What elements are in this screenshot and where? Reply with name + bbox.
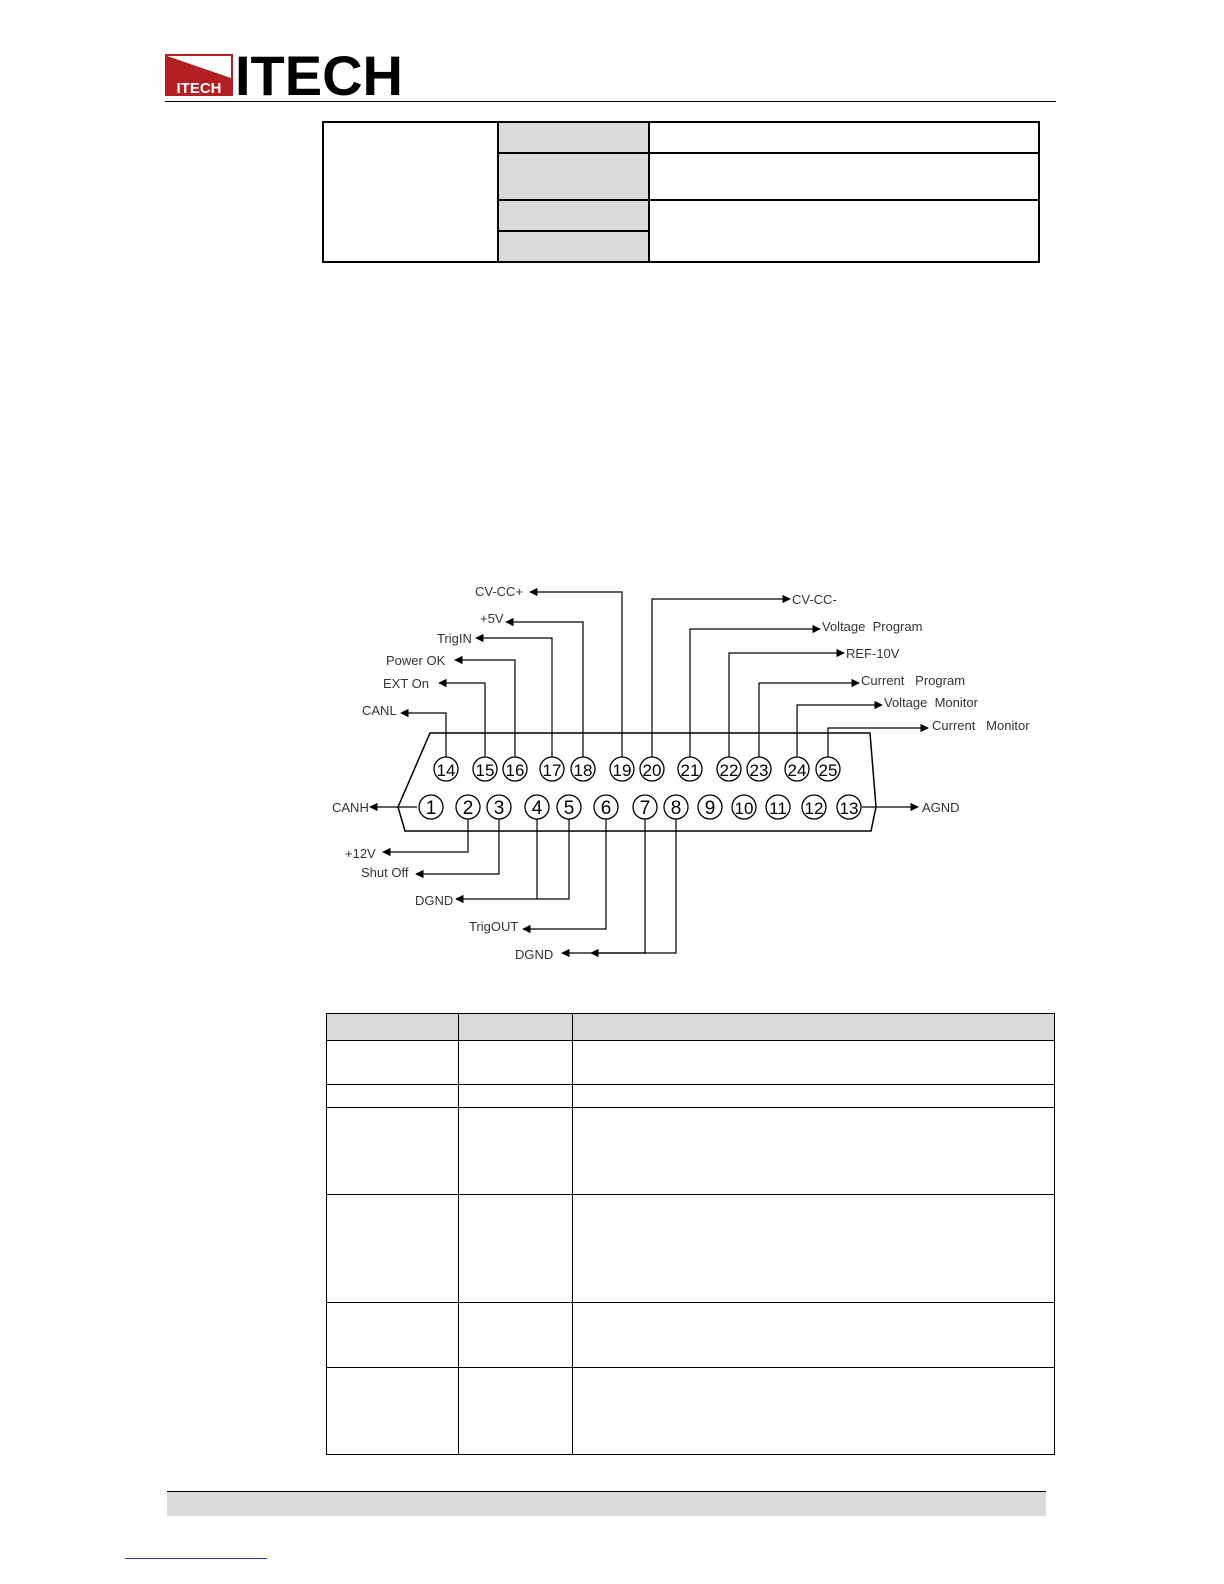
table-cell: [498, 122, 649, 153]
label-cv-cc-plus: CV-CC+: [475, 584, 524, 599]
lead-pin-3: [416, 819, 499, 874]
label-canh: CANH: [332, 800, 369, 815]
table-cell: [459, 1085, 573, 1108]
label-current-monitor: Current Monitor: [932, 718, 1030, 733]
pin-number-11: 11: [769, 799, 787, 818]
label-power-ok: Power OK: [386, 653, 446, 668]
pin-number-6: 6: [600, 798, 612, 819]
table-cell: [573, 1368, 1055, 1455]
label-trig-out: TrigOUT: [469, 919, 519, 934]
table-cell: [573, 1303, 1055, 1368]
label-cv-cc-minus: CV-CC-: [792, 592, 837, 607]
header-rule: [165, 101, 1056, 102]
table-row: [327, 1041, 1055, 1085]
pin-number-8: 8: [670, 798, 682, 819]
pin-number-22: 22: [719, 761, 739, 780]
table-cell: [573, 1041, 1055, 1085]
pin-number-16: 16: [505, 761, 525, 780]
connector-pinout-diagram: [325, 575, 1045, 970]
pin-number-5: 5: [563, 798, 575, 819]
table-row: [327, 1195, 1055, 1303]
lead-pin-2: [383, 819, 468, 852]
label-agnd: AGND: [922, 800, 960, 815]
lead-pin-14: [401, 713, 446, 757]
pin-number-21: 21: [680, 761, 700, 780]
label-voltage-program: Voltage Program: [822, 619, 923, 634]
label-plus5v: +5V: [480, 611, 504, 626]
table-cell: [459, 1041, 573, 1085]
table-cell: [649, 153, 1039, 200]
pin-number-17: 17: [542, 761, 562, 780]
label-voltage-monitor: Voltage Monitor: [884, 695, 978, 710]
pin-number-2: 2: [462, 798, 474, 819]
table-header-cell: [459, 1014, 573, 1041]
logo-emblem-text: ITECH: [176, 80, 222, 97]
table-cell: [459, 1195, 573, 1303]
label-plus12v: +12V: [345, 846, 376, 861]
pin-number-23: 23: [749, 761, 769, 780]
table-row: [323, 122, 1039, 153]
label-current-program: Current Program: [861, 673, 966, 688]
pin-number-25: 25: [818, 761, 838, 780]
table-row: [327, 1108, 1055, 1195]
table-cell: [327, 1303, 459, 1368]
label-ext-on: EXT On: [383, 676, 430, 691]
table-cell: [323, 122, 498, 262]
table-header-cell: [327, 1014, 459, 1041]
label-dgnd-a: DGND: [415, 893, 454, 908]
lead-pin-23: [759, 683, 859, 757]
lead-pin-6: [523, 819, 606, 929]
lead-pin-17: [476, 638, 552, 757]
pin-number-9: 9: [704, 798, 716, 819]
pin-number-15: 15: [475, 761, 495, 780]
pin-number-1: 1: [425, 798, 437, 819]
itech-logo: [165, 48, 415, 98]
pin-number-7: 7: [639, 798, 651, 819]
table-cell: [573, 1195, 1055, 1303]
logo-wordmark: ITECH: [235, 48, 403, 98]
table-cell: [498, 153, 649, 200]
table-cell: [327, 1368, 459, 1455]
table-row: [327, 1085, 1055, 1108]
table-cell: [459, 1368, 573, 1455]
pin-number-19: 19: [612, 761, 632, 780]
pin-number-10: 10: [734, 799, 754, 818]
label-shut-off: Shut Off: [361, 865, 409, 880]
footer-link-underline[interactable]: [125, 1558, 267, 1559]
table-cell: [327, 1108, 459, 1195]
table-cell: [573, 1085, 1055, 1108]
label-dgnd-b: DGND: [515, 947, 554, 962]
lead-pin-24: [797, 705, 882, 757]
table-cell: [327, 1195, 459, 1303]
pin-description-table: [326, 1013, 1055, 1455]
pin-number-3: 3: [493, 798, 505, 819]
lead-pin-8: [645, 819, 676, 953]
pin-number-13: 13: [839, 799, 859, 818]
pin-number-12: 12: [804, 799, 824, 818]
lead-pin-7: [562, 819, 645, 953]
table-cell: [498, 200, 649, 231]
table-cell: [459, 1108, 573, 1195]
lead-pin-18: [506, 622, 583, 757]
table-header-cell: [573, 1014, 1055, 1041]
table-row: [327, 1368, 1055, 1455]
table-cell: [327, 1041, 459, 1085]
table-cell: [327, 1085, 459, 1108]
table-header-row: [327, 1014, 1055, 1041]
pin-number-14: 14: [436, 761, 456, 780]
table-cell: [649, 200, 1039, 262]
pin-number-4: 4: [531, 798, 543, 819]
table-cell: [459, 1303, 573, 1368]
lead-pin-21: [690, 629, 820, 757]
pin-number-18: 18: [573, 761, 593, 780]
table-cell: [649, 122, 1039, 153]
table-cell: [573, 1108, 1055, 1195]
pin-number-24: 24: [787, 761, 807, 780]
pin-number-20: 20: [642, 761, 662, 780]
table-cell: [498, 231, 649, 262]
label-ref-10v: REF-10V: [846, 646, 900, 661]
label-trig-in: TrigIN: [437, 631, 472, 646]
label-canl: CANL: [362, 703, 397, 718]
footer-bar: [167, 1491, 1046, 1516]
top-table: [322, 121, 1040, 263]
table-row: [327, 1303, 1055, 1368]
